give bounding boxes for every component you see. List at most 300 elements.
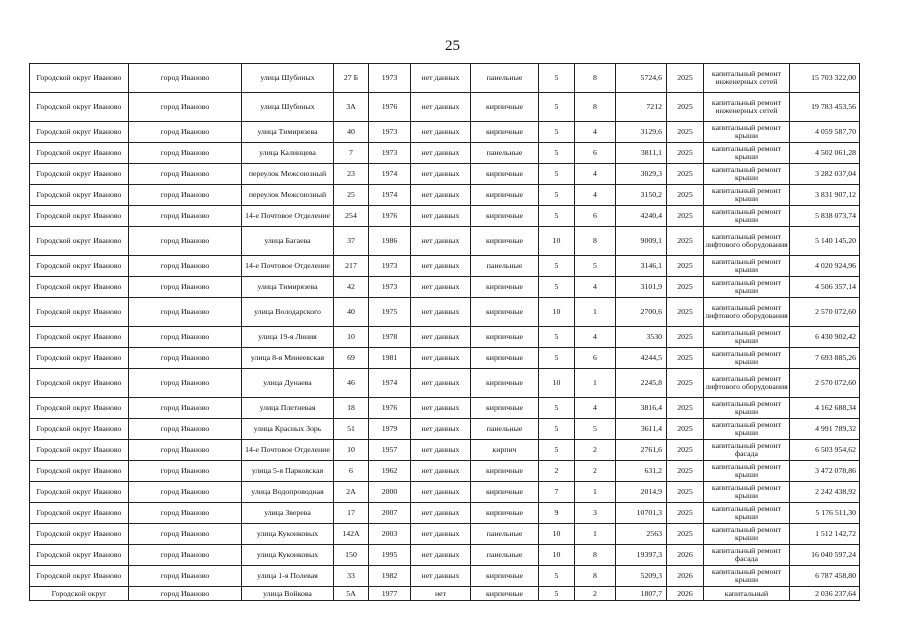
data-status-cell: нет данных xyxy=(411,277,471,298)
district-cell: Городской округ Иваново xyxy=(30,185,129,206)
entrances-cell: 1 xyxy=(575,298,616,327)
table-row xyxy=(30,440,860,461)
street-cell: улица Тимирязева xyxy=(242,277,334,298)
plan-year-cell: 2026 xyxy=(667,566,704,587)
table-row xyxy=(30,482,860,503)
year-built-cell: 2000 xyxy=(369,482,411,503)
district-cell: Городской округ Иваново xyxy=(30,327,129,348)
table-row xyxy=(30,348,860,369)
street-cell: 14-е Почтовое Отделение xyxy=(242,440,334,461)
house-number-cell: 37 xyxy=(334,227,369,256)
work-type-cell: капитальный ремонт крыши xyxy=(704,164,790,185)
entrances-cell: 1 xyxy=(575,482,616,503)
house-number-cell: 42 xyxy=(334,277,369,298)
floors-cell: 7 xyxy=(539,482,575,503)
year-built-cell: 1973 xyxy=(369,143,411,164)
table-row xyxy=(30,93,860,122)
city-cell: город Иваново xyxy=(129,587,242,601)
floors-cell: 10 xyxy=(539,369,575,398)
plan-year-cell: 2025 xyxy=(667,185,704,206)
floors-cell: 5 xyxy=(539,419,575,440)
work-type-cell: капитальный ремонт инженерных сетей xyxy=(704,64,790,93)
street-cell: улица Плетневая xyxy=(242,398,334,419)
plan-year-cell: 2025 xyxy=(667,93,704,122)
house-number-cell: 7 xyxy=(334,143,369,164)
entrances-cell: 8 xyxy=(575,93,616,122)
year-built-cell: 1974 xyxy=(369,185,411,206)
data-status-cell: нет данных xyxy=(411,143,471,164)
cost-cell: 4 502 061,28 xyxy=(790,143,860,164)
district-cell: Городской округ Иваново xyxy=(30,545,129,566)
wall-material-cell: кирпичные xyxy=(471,503,539,524)
table-row xyxy=(30,566,860,587)
data-status-cell: нет данных xyxy=(411,440,471,461)
work-type-cell: капитальный ремонт крыши xyxy=(704,482,790,503)
entrances-cell: 1 xyxy=(575,524,616,545)
entrances-cell: 4 xyxy=(575,277,616,298)
street-cell: улица 8-я Минеевская xyxy=(242,348,334,369)
district-cell: Городской округ Иваново xyxy=(30,256,129,277)
floors-cell: 5 xyxy=(539,93,575,122)
wall-material-cell: панельные xyxy=(471,524,539,545)
work-type-cell: капитальный ремонт крыши xyxy=(704,503,790,524)
data-status-cell: нет данных xyxy=(411,545,471,566)
floors-cell: 5 xyxy=(539,398,575,419)
cost-cell: 2 570 072,60 xyxy=(790,298,860,327)
house-number-cell: 17 xyxy=(334,503,369,524)
data-status-cell: нет данных xyxy=(411,298,471,327)
area-cell: 2563 xyxy=(616,524,667,545)
house-number-cell: 40 xyxy=(334,298,369,327)
work-type-cell: капитальный ремонт крыши xyxy=(704,143,790,164)
entrances-cell: 8 xyxy=(575,545,616,566)
data-status-cell: нет xyxy=(411,587,471,601)
plan-year-cell: 2025 xyxy=(667,143,704,164)
area-cell: 10701,3 xyxy=(616,503,667,524)
data-status-cell: нет данных xyxy=(411,369,471,398)
data-status-cell: нет данных xyxy=(411,503,471,524)
data-status-cell: нет данных xyxy=(411,482,471,503)
street-cell: улица Шубиных xyxy=(242,64,334,93)
table-row xyxy=(30,64,860,93)
street-cell: 14-е Почтовое Отделение xyxy=(242,256,334,277)
year-built-cell: 1973 xyxy=(369,64,411,93)
area-cell: 19397,3 xyxy=(616,545,667,566)
floors-cell: 5 xyxy=(539,256,575,277)
entrances-cell: 6 xyxy=(575,206,616,227)
house-number-cell: 69 xyxy=(334,348,369,369)
wall-material-cell: кирпичные xyxy=(471,566,539,587)
street-cell: улица Войкова xyxy=(242,587,334,601)
entrances-cell: 1 xyxy=(575,369,616,398)
plan-year-cell: 2025 xyxy=(667,327,704,348)
city-cell: город Иваново xyxy=(129,327,242,348)
street-cell: улица Володарского xyxy=(242,298,334,327)
wall-material-cell: панельные xyxy=(471,419,539,440)
plan-year-cell: 2025 xyxy=(667,206,704,227)
table-row xyxy=(30,185,860,206)
entrances-cell: 2 xyxy=(575,587,616,601)
wall-material-cell: кирпичные xyxy=(471,122,539,143)
table-row xyxy=(30,398,860,419)
street-cell: улица Шубиных xyxy=(242,93,334,122)
city-cell: город Иваново xyxy=(129,348,242,369)
plan-year-cell: 2025 xyxy=(667,164,704,185)
work-type-cell: капитальный ремонт крыши xyxy=(704,277,790,298)
district-cell: Городской округ Иваново xyxy=(30,122,129,143)
entrances-cell: 4 xyxy=(575,398,616,419)
year-built-cell: 1981 xyxy=(369,348,411,369)
street-cell: улица Куконковых xyxy=(242,524,334,545)
city-cell: город Иваново xyxy=(129,419,242,440)
district-cell: Городской округ Иваново xyxy=(30,64,129,93)
floors-cell: 5 xyxy=(539,185,575,206)
floors-cell: 10 xyxy=(539,524,575,545)
year-built-cell: 1979 xyxy=(369,419,411,440)
plan-year-cell: 2025 xyxy=(667,482,704,503)
entrances-cell: 2 xyxy=(575,440,616,461)
entrances-cell: 4 xyxy=(575,164,616,185)
district-cell: Городской округ Иваново xyxy=(30,93,129,122)
work-type-cell: капитальный ремонт крыши xyxy=(704,566,790,587)
house-number-cell: 150 xyxy=(334,545,369,566)
year-built-cell: 1973 xyxy=(369,277,411,298)
street-cell: переулок Межсоюзный xyxy=(242,185,334,206)
plan-year-cell: 2025 xyxy=(667,524,704,545)
area-cell: 2014,9 xyxy=(616,482,667,503)
district-cell: Городской округ Иваново xyxy=(30,348,129,369)
city-cell: город Иваново xyxy=(129,503,242,524)
floors-cell: 5 xyxy=(539,587,575,601)
year-built-cell: 1982 xyxy=(369,566,411,587)
wall-material-cell: кирпичные xyxy=(471,369,539,398)
data-status-cell: нет данных xyxy=(411,122,471,143)
work-type-cell: капитальный ремонт крыши xyxy=(704,185,790,206)
floors-cell: 10 xyxy=(539,545,575,566)
street-cell: улица 1-я Полевая xyxy=(242,566,334,587)
area-cell: 4240,4 xyxy=(616,206,667,227)
area-cell: 3611,4 xyxy=(616,419,667,440)
floors-cell: 2 xyxy=(539,461,575,482)
cost-cell: 5 176 511,30 xyxy=(790,503,860,524)
floors-cell: 5 xyxy=(539,64,575,93)
street-cell: улица Тимирязева xyxy=(242,122,334,143)
year-built-cell: 1957 xyxy=(369,440,411,461)
plan-year-cell: 2026 xyxy=(667,545,704,566)
table-row xyxy=(30,419,860,440)
area-cell: 2245,8 xyxy=(616,369,667,398)
entrances-cell: 5 xyxy=(575,256,616,277)
year-built-cell: 1974 xyxy=(369,164,411,185)
area-cell: 3029,3 xyxy=(616,164,667,185)
city-cell: город Иваново xyxy=(129,277,242,298)
floors-cell: 9 xyxy=(539,503,575,524)
year-built-cell: 1962 xyxy=(369,461,411,482)
district-cell: Городской округ Иваново xyxy=(30,206,129,227)
house-number-cell: 2А xyxy=(334,482,369,503)
house-number-cell: 27 Б xyxy=(334,64,369,93)
area-cell: 2700,6 xyxy=(616,298,667,327)
data-status-cell: нет данных xyxy=(411,93,471,122)
work-type-cell: капитальный ремонт крыши xyxy=(704,206,790,227)
cost-cell: 4 991 789,32 xyxy=(790,419,860,440)
wall-material-cell: панельные xyxy=(471,143,539,164)
year-built-cell: 1986 xyxy=(369,227,411,256)
floors-cell: 10 xyxy=(539,227,575,256)
house-number-cell: 254 xyxy=(334,206,369,227)
floors-cell: 5 xyxy=(539,348,575,369)
data-status-cell: нет данных xyxy=(411,227,471,256)
table-row xyxy=(30,164,860,185)
street-cell: улица 19-я Линия xyxy=(242,327,334,348)
house-number-cell: 25 xyxy=(334,185,369,206)
plan-year-cell: 2025 xyxy=(667,256,704,277)
data-status-cell: нет данных xyxy=(411,206,471,227)
district-cell: Городской округ Иваново xyxy=(30,419,129,440)
plan-year-cell: 2025 xyxy=(667,298,704,327)
area-cell: 3146,1 xyxy=(616,256,667,277)
year-built-cell: 1974 xyxy=(369,369,411,398)
wall-material-cell: кирпичные xyxy=(471,185,539,206)
house-number-cell: 51 xyxy=(334,419,369,440)
district-cell: Городской округ Иваново xyxy=(30,461,129,482)
district-cell: Городской округ Иваново xyxy=(30,298,129,327)
plan-year-cell: 2025 xyxy=(667,369,704,398)
district-cell: Городской округ Иваново xyxy=(30,227,129,256)
cost-cell: 2 036 237,64 xyxy=(790,587,860,601)
entrances-cell: 8 xyxy=(575,227,616,256)
plan-year-cell: 2025 xyxy=(667,440,704,461)
cost-cell: 6 787 458,80 xyxy=(790,566,860,587)
work-type-cell: капитальный ремонт фасада xyxy=(704,440,790,461)
floors-cell: 10 xyxy=(539,298,575,327)
house-number-cell: 142А xyxy=(334,524,369,545)
data-status-cell: нет данных xyxy=(411,164,471,185)
wall-material-cell: панельные xyxy=(471,64,539,93)
table-body xyxy=(30,64,860,601)
city-cell: город Иваново xyxy=(129,298,242,327)
wall-material-cell: кирпичные xyxy=(471,164,539,185)
street-cell: улица Багаева xyxy=(242,227,334,256)
table-row xyxy=(30,587,860,601)
district-cell: Городской округ Иваново xyxy=(30,164,129,185)
district-cell: Городской округ Иваново xyxy=(30,524,129,545)
district-cell: Городской округ Иваново xyxy=(30,440,129,461)
entrances-cell: 2 xyxy=(575,461,616,482)
city-cell: город Иваново xyxy=(129,566,242,587)
data-status-cell: нет данных xyxy=(411,327,471,348)
plan-year-cell: 2025 xyxy=(667,348,704,369)
wall-material-cell: кирпичные xyxy=(471,482,539,503)
table-row xyxy=(30,503,860,524)
city-cell: город Иваново xyxy=(129,185,242,206)
cost-cell: 5 140 145,20 xyxy=(790,227,860,256)
area-cell: 2761,6 xyxy=(616,440,667,461)
wall-material-cell: кирпичные xyxy=(471,461,539,482)
house-number-cell: 10 xyxy=(334,440,369,461)
entrances-cell: 6 xyxy=(575,348,616,369)
cost-cell: 4 020 924,96 xyxy=(790,256,860,277)
cost-cell: 3 282 037,04 xyxy=(790,164,860,185)
work-type-cell: капитальный ремонт крыши xyxy=(704,348,790,369)
data-status-cell: нет данных xyxy=(411,461,471,482)
cost-cell: 5 838 073,74 xyxy=(790,206,860,227)
table-row xyxy=(30,206,860,227)
street-cell: улица Красных Зорь xyxy=(242,419,334,440)
data-status-cell: нет данных xyxy=(411,64,471,93)
area-cell: 4244,5 xyxy=(616,348,667,369)
district-cell: Городской округ Иваново xyxy=(30,277,129,298)
work-type-cell: капитальный ремонт крыши xyxy=(704,419,790,440)
city-cell: город Иваново xyxy=(129,227,242,256)
city-cell: город Иваново xyxy=(129,545,242,566)
city-cell: город Иваново xyxy=(129,143,242,164)
house-number-cell: 23 xyxy=(334,164,369,185)
floors-cell: 5 xyxy=(539,277,575,298)
page-number: 25 xyxy=(445,38,460,54)
area-cell: 7212 xyxy=(616,93,667,122)
work-type-cell: капитальный ремонт лифтового оборудования xyxy=(704,298,790,327)
data-status-cell: нет данных xyxy=(411,348,471,369)
table-row xyxy=(30,298,860,327)
work-type-cell: капитальный ремонт инженерных сетей xyxy=(704,93,790,122)
area-cell: 3816,4 xyxy=(616,398,667,419)
street-cell: улица 5-я Парковская xyxy=(242,461,334,482)
cost-cell: 15 703 322,00 xyxy=(790,64,860,93)
wall-material-cell: кирпичные xyxy=(471,227,539,256)
plan-year-cell: 2025 xyxy=(667,419,704,440)
cost-cell: 6 503 954,62 xyxy=(790,440,860,461)
house-number-cell: 217 xyxy=(334,256,369,277)
data-status-cell: нет данных xyxy=(411,419,471,440)
year-built-cell: 1975 xyxy=(369,298,411,327)
plan-year-cell: 2025 xyxy=(667,503,704,524)
work-type-cell: капитальный ремонт фасада xyxy=(704,545,790,566)
floors-cell: 5 xyxy=(539,566,575,587)
area-cell: 3530 xyxy=(616,327,667,348)
table-row xyxy=(30,277,860,298)
table-row xyxy=(30,369,860,398)
cost-cell: 2 242 438,92 xyxy=(790,482,860,503)
street-cell: 14-е Почтовое Отделение xyxy=(242,206,334,227)
cost-cell: 16 040 597,24 xyxy=(790,545,860,566)
table-row xyxy=(30,122,860,143)
street-cell: улица Куконковых xyxy=(242,545,334,566)
house-number-cell: 6 xyxy=(334,461,369,482)
year-built-cell: 1976 xyxy=(369,206,411,227)
house-number-cell: 3А xyxy=(334,93,369,122)
cost-cell: 19 783 453,56 xyxy=(790,93,860,122)
year-built-cell: 2003 xyxy=(369,524,411,545)
cost-cell: 4 162 688,34 xyxy=(790,398,860,419)
street-cell: улица Водопроводная xyxy=(242,482,334,503)
wall-material-cell: кирпичные xyxy=(471,206,539,227)
work-type-cell: капитальный ремонт крыши xyxy=(704,327,790,348)
area-cell: 9009,1 xyxy=(616,227,667,256)
table-row xyxy=(30,227,860,256)
wall-material-cell: кирпичные xyxy=(471,93,539,122)
street-cell: переулок Межсоюзный xyxy=(242,164,334,185)
house-number-cell: 10 xyxy=(334,327,369,348)
plan-year-cell: 2025 xyxy=(667,227,704,256)
cost-cell: 3 472 078,86 xyxy=(790,461,860,482)
plan-year-cell: 2025 xyxy=(667,398,704,419)
cost-cell: 1 512 142,72 xyxy=(790,524,860,545)
work-type-cell: капитальный ремонт лифтового оборудования xyxy=(704,369,790,398)
plan-year-cell: 2025 xyxy=(667,277,704,298)
area-cell: 1807,7 xyxy=(616,587,667,601)
house-number-cell: 5А xyxy=(334,587,369,601)
district-cell: Городской округ Иваново xyxy=(30,482,129,503)
house-number-cell: 46 xyxy=(334,369,369,398)
entrances-cell: 4 xyxy=(575,185,616,206)
wall-material-cell: кирпичные xyxy=(471,277,539,298)
city-cell: город Иваново xyxy=(129,64,242,93)
plan-year-cell: 2025 xyxy=(667,64,704,93)
house-number-cell: 33 xyxy=(334,566,369,587)
entrances-cell: 5 xyxy=(575,419,616,440)
work-type-cell: капитальный ремонт лифтового оборудования xyxy=(704,227,790,256)
year-built-cell: 1995 xyxy=(369,545,411,566)
data-status-cell: нет данных xyxy=(411,185,471,206)
table-row xyxy=(30,545,860,566)
year-built-cell: 1976 xyxy=(369,93,411,122)
wall-material-cell: панельные xyxy=(471,256,539,277)
year-built-cell: 1976 xyxy=(369,398,411,419)
work-type-cell: капитальный ремонт крыши xyxy=(704,256,790,277)
wall-material-cell: кирпич xyxy=(471,440,539,461)
district-cell: Городской округ Иваново xyxy=(30,503,129,524)
work-type-cell: капитальный xyxy=(704,587,790,601)
cost-cell: 4 506 357,14 xyxy=(790,277,860,298)
area-cell: 3150,2 xyxy=(616,185,667,206)
city-cell: город Иваново xyxy=(129,256,242,277)
plan-year-cell: 2025 xyxy=(667,461,704,482)
city-cell: город Иваново xyxy=(129,122,242,143)
city-cell: город Иваново xyxy=(129,206,242,227)
wall-material-cell: кирпичные xyxy=(471,298,539,327)
street-cell: улица Калинцева xyxy=(242,143,334,164)
district-cell: Городской округ Иваново xyxy=(30,143,129,164)
district-cell: Городской округ Иваново xyxy=(30,398,129,419)
city-cell: город Иваново xyxy=(129,524,242,545)
cost-cell: 6 430 902,42 xyxy=(790,327,860,348)
plan-year-cell: 2025 xyxy=(667,122,704,143)
cost-cell: 7 693 885,26 xyxy=(790,348,860,369)
data-status-cell: нет данных xyxy=(411,256,471,277)
city-cell: город Иваново xyxy=(129,482,242,503)
house-number-cell: 40 xyxy=(334,122,369,143)
house-number-cell: 18 xyxy=(334,398,369,419)
street-cell: улица Дунаева xyxy=(242,369,334,398)
table-row xyxy=(30,524,860,545)
work-type-cell: капитальный ремонт крыши xyxy=(704,398,790,419)
area-cell: 5724,6 xyxy=(616,64,667,93)
housing-registry-table xyxy=(29,63,860,601)
area-cell: 3101,9 xyxy=(616,277,667,298)
floors-cell: 5 xyxy=(539,143,575,164)
city-cell: город Иваново xyxy=(129,398,242,419)
year-built-cell: 1973 xyxy=(369,122,411,143)
city-cell: город Иваново xyxy=(129,461,242,482)
cost-cell: 2 570 072,60 xyxy=(790,369,860,398)
floors-cell: 5 xyxy=(539,327,575,348)
city-cell: город Иваново xyxy=(129,369,242,398)
entrances-cell: 6 xyxy=(575,143,616,164)
table-row xyxy=(30,143,860,164)
data-status-cell: нет данных xyxy=(411,398,471,419)
district-cell: Городской округ Иваново xyxy=(30,566,129,587)
